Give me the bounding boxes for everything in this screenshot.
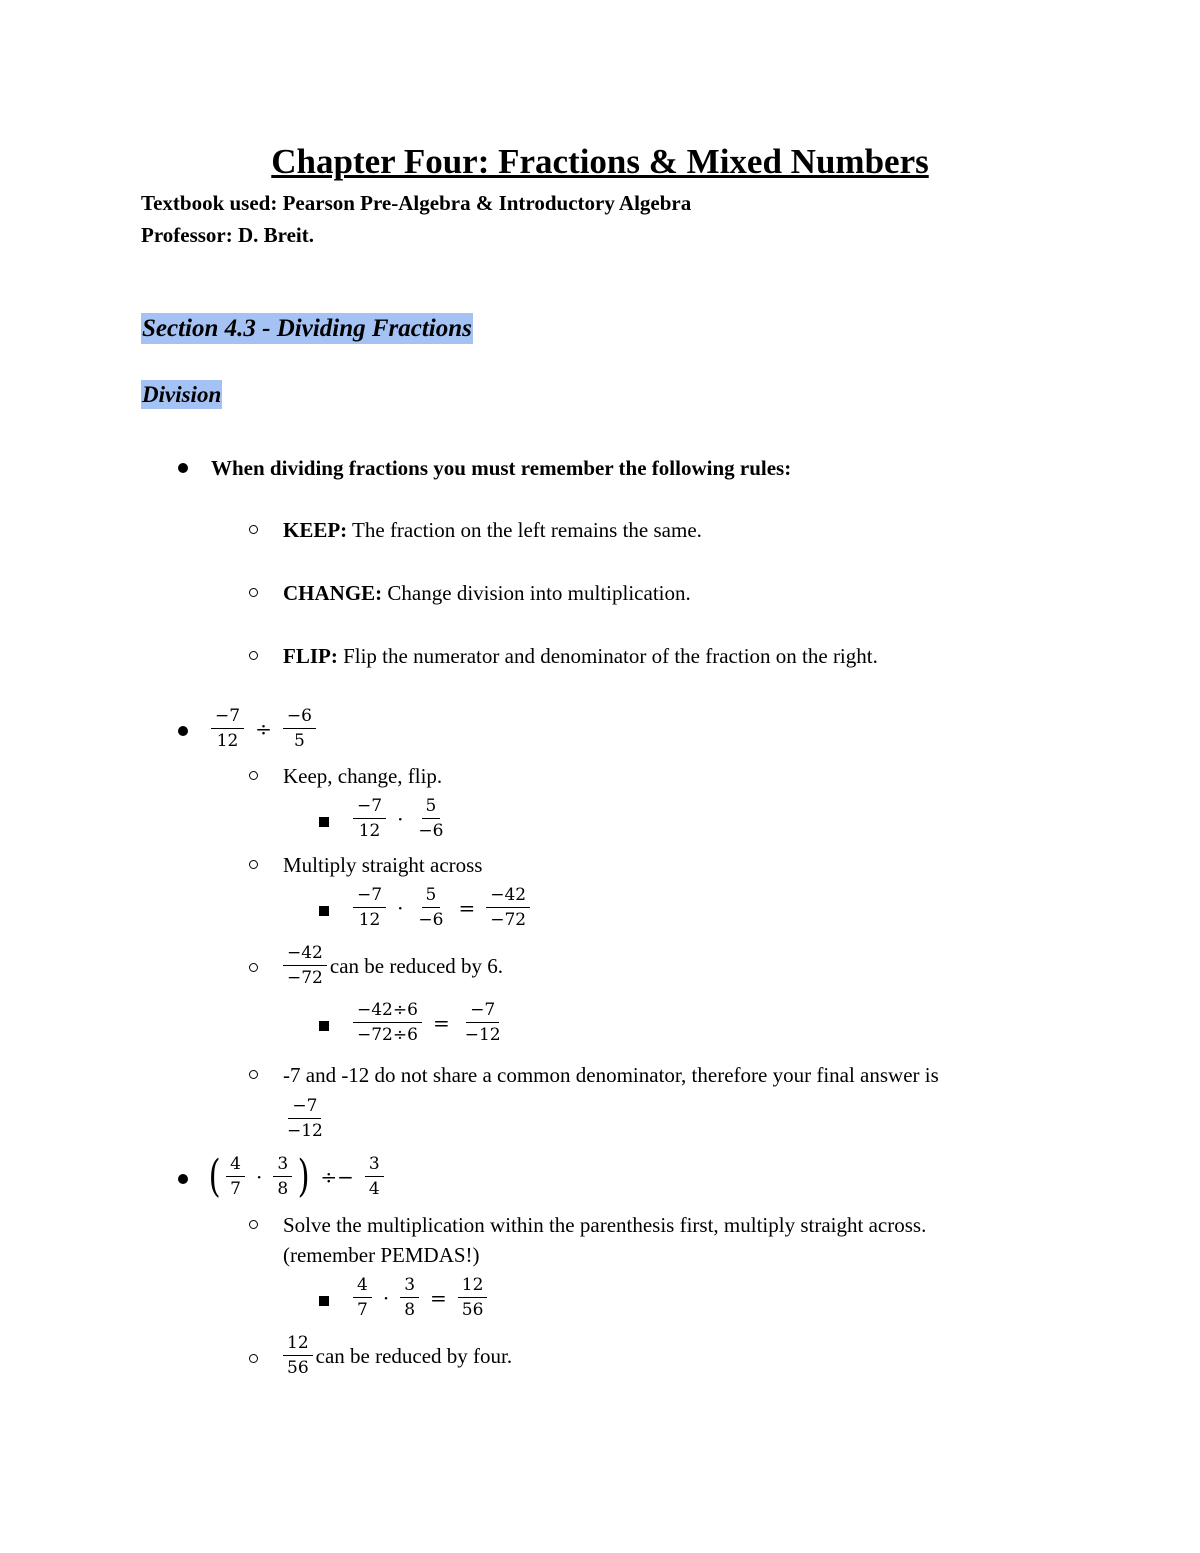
square-bullet [319,1021,329,1031]
numerator: 12 [458,1275,488,1298]
bullet-dot [178,726,188,736]
numerator: −7 [353,796,386,819]
denominator: 12 [216,731,239,751]
ex2-step1-line1: Solve the multiplication within the parenthesis first, multiply straight across. [283,1213,927,1237]
fraction [414,885,447,930]
circle-bullet [249,588,258,597]
equals-sign: = [458,895,476,920]
rule-keep-text: The fraction on the left remains the same. [347,518,702,542]
denominator: 8 [404,1300,416,1320]
denominator: 12 [358,821,381,841]
numerator: −7 [353,885,386,908]
denominator: −12 [287,1121,323,1141]
rule-change [283,579,691,607]
square-bullet [319,817,329,827]
ex1-step2: Multiply straight across [283,853,483,877]
denominator: 56 [461,1300,484,1320]
denominator: −72÷6 [357,1025,418,1045]
circle-bullet [249,651,258,660]
numerator: 3 [400,1275,419,1298]
numerator: −42 [283,943,327,966]
fraction [273,1154,292,1199]
denominator: 5 [293,731,305,751]
subsection-heading-text: Division [142,382,222,407]
fraction [283,943,327,988]
ex1-answer [280,1096,330,1141]
page-title: Chapter Four: Fractions & Mixed Numbers [271,142,929,181]
circle-bullet [249,771,258,780]
circle-bullet [249,525,258,534]
denominator: 7 [230,1179,241,1199]
equals-sign: = [430,1285,447,1310]
ex1-step3 [280,943,503,988]
rule-keep-label: KEEP: [283,518,348,542]
fraction [353,885,386,930]
fraction [353,1275,372,1320]
fraction [211,706,244,751]
fraction [486,885,530,930]
denominator: 7 [357,1300,368,1320]
numerator: −7 [466,1000,499,1023]
numerator: 5 [422,885,441,908]
denominator: −6 [418,910,444,930]
rule-flip [283,642,878,670]
equals-sign: = [432,1010,450,1035]
ex2-problem [206,1150,387,1202]
denominator: 4 [368,1179,380,1199]
rule-flip-label: FLIP: [283,644,338,668]
ex1-step3-math [350,1000,508,1045]
numerator: 4 [226,1154,245,1177]
numerator: −42 [486,885,530,908]
dot-operator: · [397,806,404,831]
textbook-line: Textbook used: Pearson Pre-Algebra & Introductory Algebra [141,191,692,215]
ex2-step1-math [350,1275,490,1320]
rule-flip-text: Flip the numerator and denominator of the fraction on the right. [337,644,878,668]
numerator: −42÷6 [353,1000,422,1023]
denominator: 12 [358,910,381,930]
numerator: 3 [273,1154,292,1177]
ex1-problem [208,706,319,751]
numerator: 12 [283,1333,313,1356]
denominator: −6 [418,821,444,841]
circle-bullet [249,1354,258,1363]
fraction [461,1000,505,1045]
rules-intro: When dividing fractions you must remember the following rules: [211,456,792,480]
dot-operator: · [397,895,404,920]
divide-sign: ÷ [255,716,272,741]
professor-line: Professor: D. Breit. [141,223,315,247]
fraction [353,1000,422,1045]
fraction [283,706,316,751]
rule-change-text: Change division into multiplication. [382,581,691,605]
square-bullet [319,906,329,916]
dot-operator: · [256,1164,263,1189]
bullet-dot [178,463,188,473]
ex2-step1-line2: (remember PEMDAS!) [283,1243,480,1267]
numerator: −7 [211,706,244,729]
fraction [365,1154,384,1199]
ex1-step1-math [350,796,450,841]
ex1-step4: -7 and -12 do not share a common denominator, therefore your final answer is [283,1063,939,1087]
fraction [283,1333,313,1378]
circle-bullet [249,963,258,972]
rule-keep [283,516,702,544]
denominator: −12 [464,1025,501,1045]
fraction [414,796,447,841]
dot-operator: · [382,1285,390,1310]
ex2-step2 [280,1333,512,1378]
left-paren: ( [208,1150,221,1202]
fraction [400,1275,419,1320]
subsection-heading [141,380,222,410]
denominator: −72 [490,910,527,930]
denominator: 8 [277,1179,289,1199]
square-bullet [319,1296,329,1306]
numerator: 3 [365,1154,384,1177]
numerator: 5 [422,796,441,819]
ex1-step1: Keep, change, flip. [283,764,443,788]
numerator: 4 [353,1275,372,1298]
fraction [226,1154,245,1199]
circle-bullet [249,1070,258,1079]
fraction [283,1096,327,1141]
rule-change-label: CHANGE: [283,581,383,605]
bullet-dot [178,1174,188,1184]
ex1-step3-text: can be reduced by 6. [329,953,504,978]
right-paren: ) [297,1150,310,1202]
fraction [353,796,386,841]
fraction [458,1275,488,1320]
denominator: 56 [287,1358,309,1378]
denominator: −72 [287,968,323,988]
section-heading [141,312,473,346]
numerator: −6 [283,706,316,729]
section-heading-text: Section 4.3 - Dividing Fractions [142,315,472,342]
circle-bullet [249,1220,258,1229]
ex2-step2-text: can be reduced by four. [315,1343,513,1368]
divide-negative-sign: ÷− [320,1164,354,1189]
circle-bullet [249,860,258,869]
ex1-step2-math [350,885,533,930]
numerator: −7 [288,1096,321,1119]
